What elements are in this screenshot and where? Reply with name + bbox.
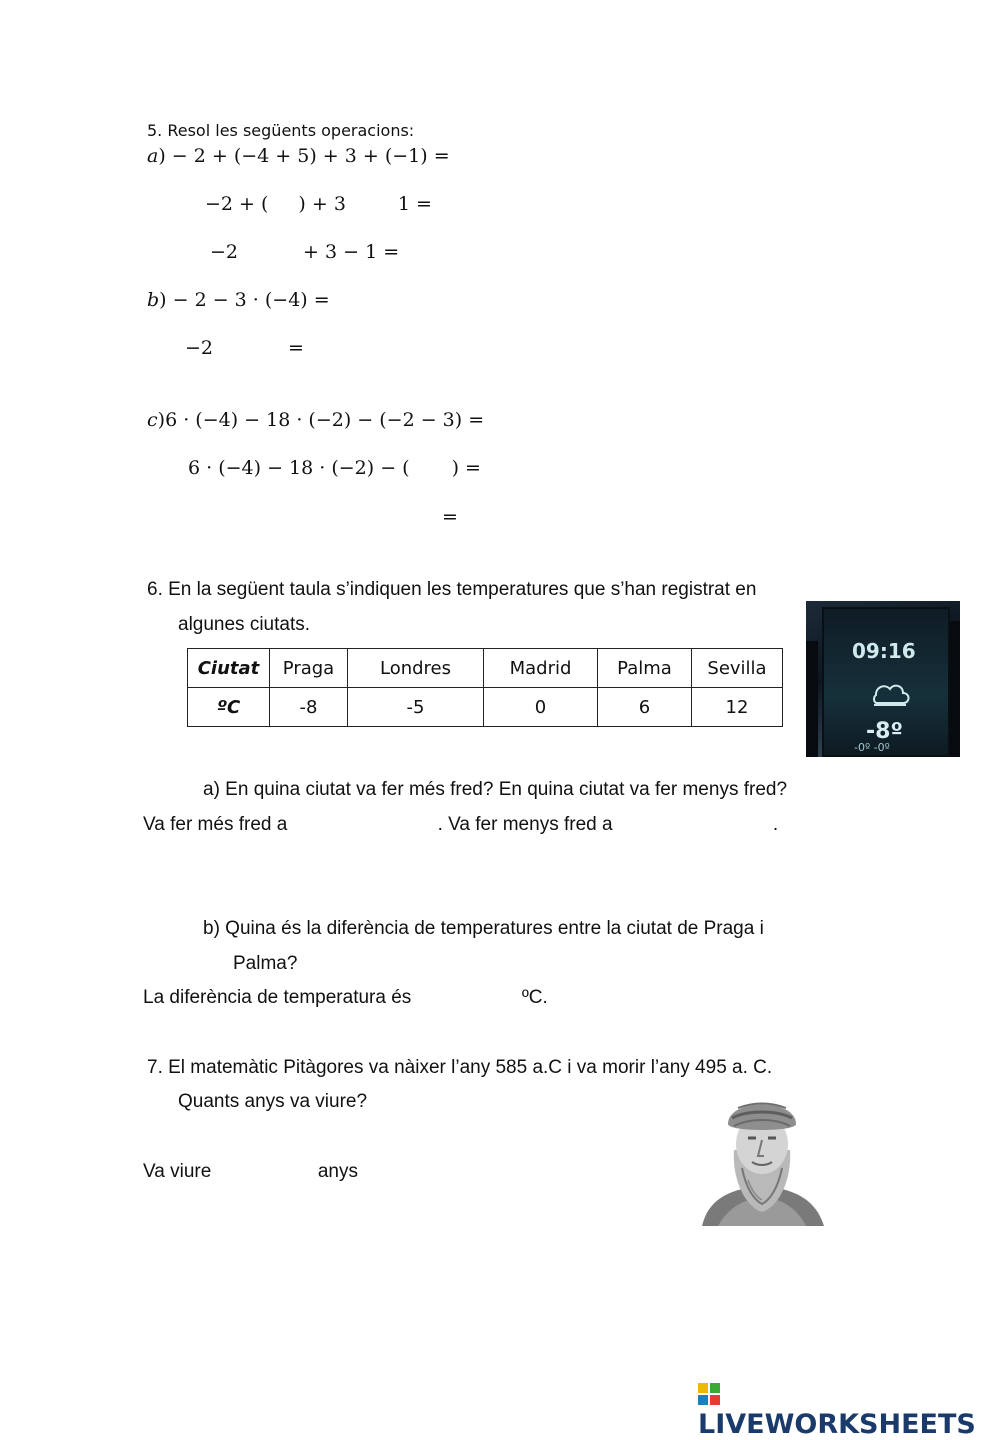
table-row-cities <box>188 649 783 688</box>
liveworksheets-logo-text: LIVEWORKSHEETS <box>698 1409 976 1440</box>
table-cell-temp: -5 <box>348 688 484 727</box>
street-thermometer-photo <box>806 601 960 757</box>
thermometer-display <box>822 607 950 757</box>
q5a-step1 <box>205 193 432 215</box>
q5a-step2 <box>210 241 459 263</box>
q5c-step1-left: 6 · (−4) − 18 · (−2) − ( <box>188 457 410 479</box>
liveworksheets-logo-mark-icon <box>698 1383 722 1407</box>
q5a-step1-paren-input[interactable] <box>268 193 298 215</box>
liveworksheets-logo <box>698 1378 1000 1440</box>
table-cell-city: Londres <box>348 649 484 688</box>
q6a-question: a) En quina ciutat va fer més fred? En quina ciutat va fer menys fred? <box>203 779 788 800</box>
q5b-step1 <box>185 337 364 359</box>
table-cell-city: Praga <box>270 649 348 688</box>
q6a-answer-text1: Va fer més fred a <box>143 814 288 835</box>
q5c-step1-right: ) = <box>451 457 481 479</box>
table-cell-temp: 12 <box>692 688 783 727</box>
table-cell-city: Madrid <box>484 649 598 688</box>
fog-icon <box>868 681 912 707</box>
q5b-expression <box>147 289 330 311</box>
display-clock: 09:16 <box>852 639 916 663</box>
q6a-answer-text2: . Va fer menys fred a <box>437 814 613 835</box>
q6b-question-line2: Palma? <box>233 953 298 974</box>
q5b-step1-input[interactable] <box>213 337 288 359</box>
q5c-step1-input[interactable] <box>410 457 452 479</box>
q6-statement-line1: 6. En la següent taula s’indiquen les temperatures que s’han registrat en <box>147 579 757 600</box>
table-cell-city: Palma <box>598 649 692 688</box>
table-header-city: Ciutat <box>188 649 270 688</box>
q5a-expr-text: ) − 2 + (−4 + 5) + 3 + (−1) = <box>158 145 450 167</box>
table-cell-temp: 0 <box>484 688 598 727</box>
q5c-expression <box>147 409 484 431</box>
q6a-answer <box>143 814 778 836</box>
q7-statement-line1: 7. El matemàtic Pitàgores va nàixer l’any 585 a.C i va morir l’any 495 a. C. <box>147 1057 773 1078</box>
table-cell-city: Sevilla <box>692 649 783 688</box>
q5a-expression <box>147 145 450 167</box>
table-cell-temp: -8 <box>270 688 348 727</box>
q5a-step2-left: −2 <box>210 241 239 263</box>
display-min-max: -0º -0º <box>854 741 890 754</box>
q5b-step1-right: = <box>288 337 304 359</box>
q7-answer <box>143 1161 358 1183</box>
q7-years-input[interactable] <box>217 1161 313 1183</box>
q6b-question-line1: b) Quina és la diferència de temperatures entre la ciutat de Praga i <box>203 918 764 939</box>
q5c-step2 <box>250 506 518 528</box>
q7-statement-line2: Quants anys va viure? <box>178 1091 368 1112</box>
q5a-step2-right: + 3 − 1 = <box>303 241 400 263</box>
q6-statement-line2: algunes ciutats. <box>178 614 311 635</box>
pythagoras-bust-image <box>698 1088 826 1226</box>
q6a-answer-end: . <box>772 814 779 835</box>
q6b-answer <box>143 987 548 1009</box>
q5a-step2-input[interactable] <box>238 241 303 263</box>
display-temperature: -8º <box>866 719 903 744</box>
q6b-answer-unit: ºC. <box>521 987 548 1008</box>
q5a-label: a <box>147 145 159 167</box>
q5c-expr-text: )6 · (−4) − 18 · (−2) − (−2 − 3) = <box>157 409 485 431</box>
q6a-warmest-city-input[interactable] <box>618 814 773 836</box>
q5c-step2-equals: = <box>442 506 458 528</box>
q5-title: 5. Resol les següents operacions: <box>147 121 415 140</box>
q7-answer-text1: Va viure <box>143 1161 212 1182</box>
q5b-label: b <box>147 289 160 311</box>
q5a-result-input[interactable] <box>399 241 459 263</box>
q5c-step2-input[interactable] <box>250 506 442 528</box>
q6b-answer-text1: La diferència de temperatura és <box>143 987 412 1008</box>
q5b-step1-left: −2 <box>185 337 214 359</box>
q5a-step1-mid: ) + 3 <box>298 193 346 215</box>
table-cell-temp: 6 <box>598 688 692 727</box>
q5c-step1 <box>188 457 481 479</box>
q6b-difference-input[interactable] <box>417 987 517 1009</box>
q5b-expr-text: ) − 2 − 3 · (−4) = <box>159 289 330 311</box>
q5a-step1-right: 1 = <box>397 193 432 215</box>
temperature-table <box>187 648 783 727</box>
q5a-step1-sign-input[interactable] <box>346 193 398 215</box>
q6a-coldest-city-input[interactable] <box>293 814 438 836</box>
q5b-result-input[interactable] <box>304 337 364 359</box>
q7-answer-text2: anys <box>317 1161 358 1182</box>
table-row-temps <box>188 688 783 727</box>
q5c-result-input[interactable] <box>458 506 518 528</box>
q5c-label: c <box>147 409 158 431</box>
q5a-step1-left: −2 + ( <box>205 193 269 215</box>
table-header-temp: ºC <box>188 688 270 727</box>
